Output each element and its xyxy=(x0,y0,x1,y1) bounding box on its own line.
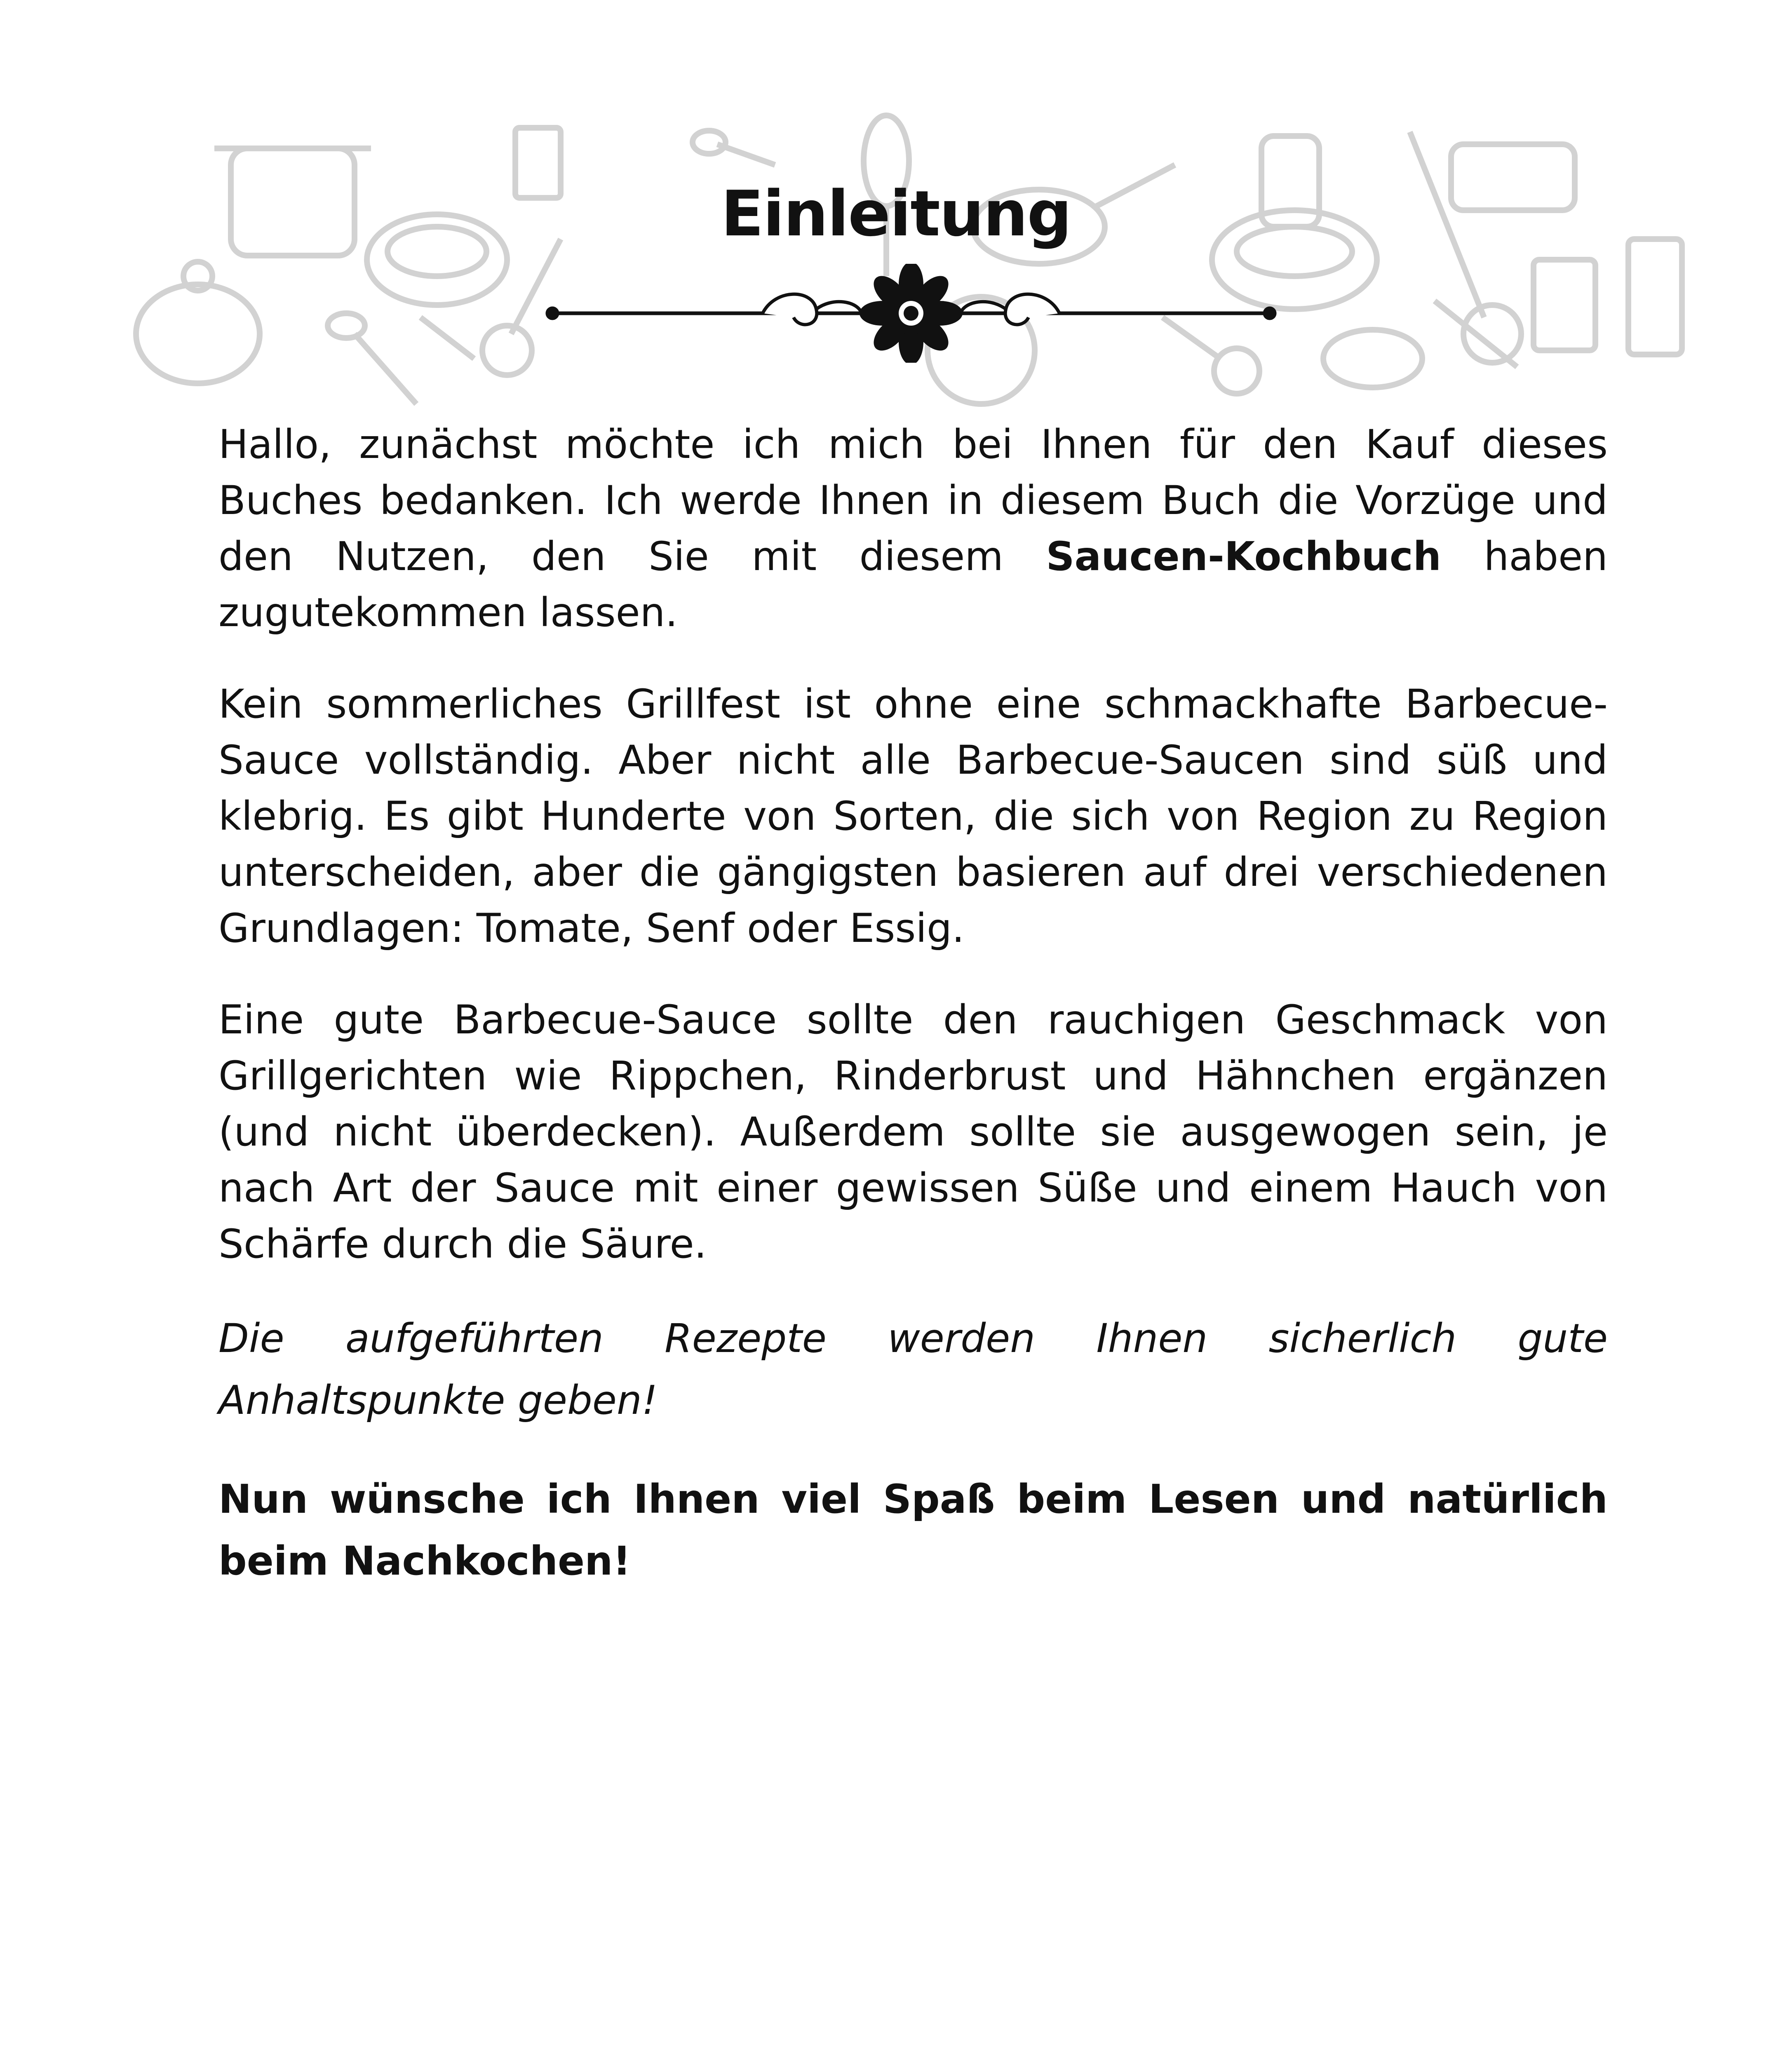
paragraph-1-text-start: Hallo, zunächst möchte ich mich bei Ihnen für den Kauf dieses Buches bedanken. Ich werde Ihnen in diesem Buch die Vorzüge und den Nutzen, den Sie mit diesem xyxy=(218,421,1608,580)
kitchen-utensils-background-top-icon xyxy=(0,103,1792,416)
paragraph-2: Kein sommerliches Grillfest ist ohne eine schmackhafte Barbecue-Sauce vollständig. Aber nicht alle Barbecue-Saucen sind süß und klebrig. Es gibt Hunderte von Sorten, die sich von Region zu Region unterscheiden, aber die gängigsten basieren auf drei verschiedenen Grundlagen: Tomate, Senf oder Essig. xyxy=(218,681,1608,951)
paragraph-4-italic: Die aufgeführten Rezepte werden Ihnen sicherlich gute Anhaltspunkte geben! xyxy=(218,1315,1608,1423)
book-title-bold: Saucen-Kochbuch xyxy=(1046,533,1442,580)
flower-ornament-icon xyxy=(544,264,1278,363)
page-title: Einleitung xyxy=(721,177,1071,250)
intro-text xyxy=(218,416,1608,1627)
paragraph-3: Eine gute Barbecue-Sauce sollte den rauchigen Geschmack von Grillgerichten wie Rippchen, Rinderbrust und Hähnchen ergänzen (und nicht überdecken). Außerdem sollte sie ausgewogen sein, je nach Art der Sauce mit einer gewissen Süße und einem Hauch von Schärfe durch die Säure. xyxy=(218,997,1608,1267)
paragraph-1-text-end: haben zugutekommen lassen. xyxy=(218,533,1608,636)
paragraph-1 xyxy=(218,416,1608,641)
paragraph-5-bold: Nun wünsche ich Ihnen viel Spaß beim Lesen und natürlich beim Nachkochen! xyxy=(218,1476,1608,1584)
